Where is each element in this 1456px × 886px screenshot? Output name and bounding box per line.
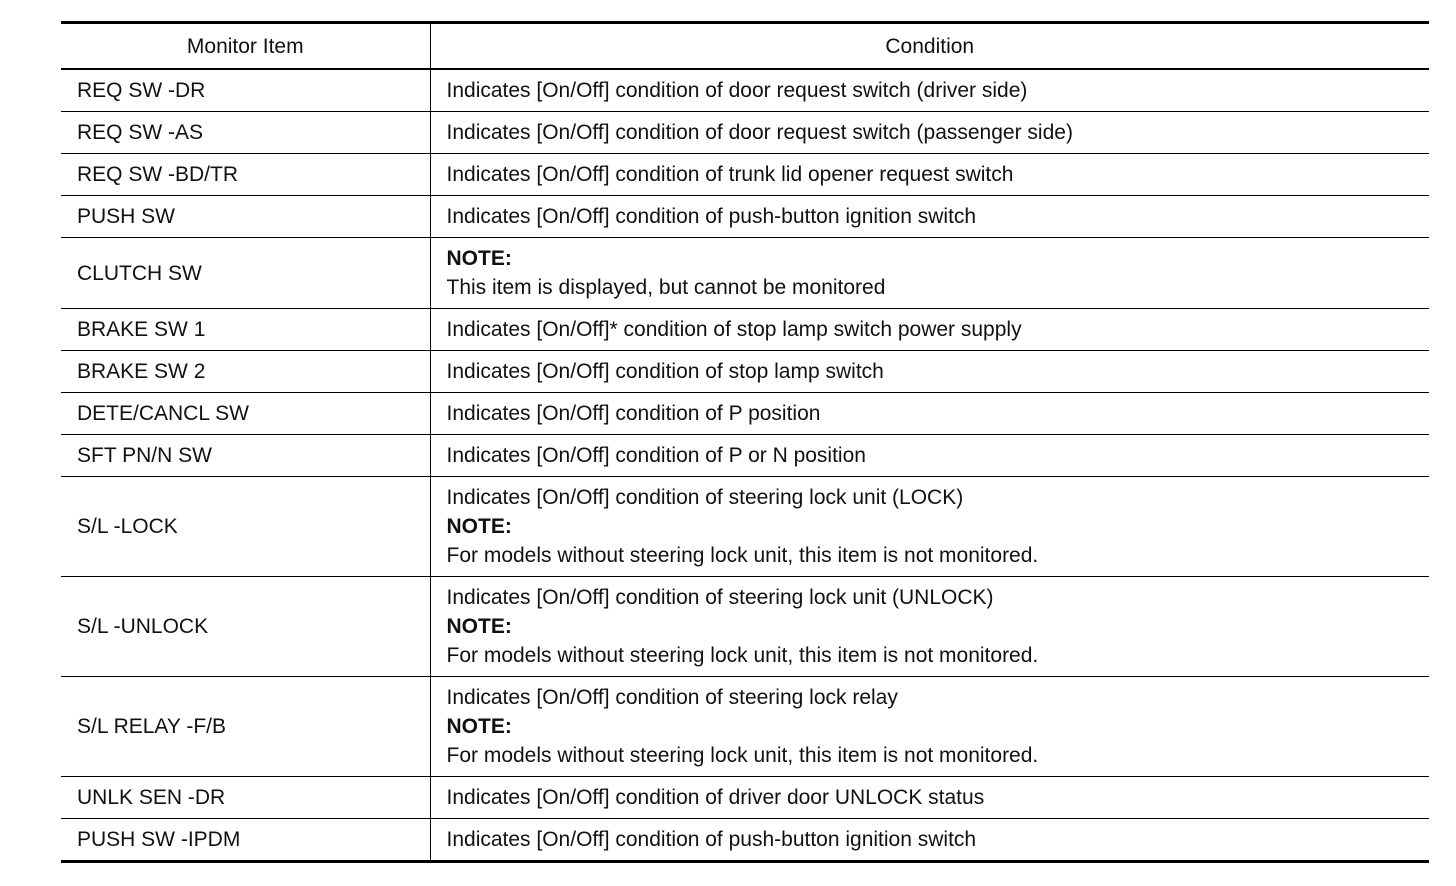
condition-text: Indicates [On/Off] condition of P position: [446, 402, 821, 425]
condition-text: Indicates [On/Off] condition of steering lock unit (UNLOCK): [446, 586, 994, 609]
table-row: [61, 677, 1429, 777]
condition-cell: [430, 154, 1429, 196]
table-row: [61, 577, 1429, 677]
table-row: [61, 777, 1429, 819]
table-row: [61, 196, 1429, 238]
table-row: [61, 351, 1429, 393]
condition-text: For models without steering lock unit, this item is not monitored.: [446, 644, 1039, 667]
table-row: [61, 393, 1429, 435]
condition-text: Indicates [On/Off] condition of push-button ignition switch: [446, 205, 977, 228]
table-row: [61, 238, 1429, 309]
condition-text: For models without steering lock unit, this item is not monitored.: [446, 544, 1039, 567]
note-label: NOTE:: [446, 515, 512, 538]
header-monitor-item: Monitor Item: [61, 23, 430, 70]
condition-cell: [430, 477, 1429, 577]
table-row: [61, 309, 1429, 351]
table-row: [61, 477, 1429, 577]
header-row: [61, 23, 1429, 70]
table-row: [61, 435, 1429, 477]
condition-text: Indicates [On/Off] condition of steering lock unit (LOCK): [446, 486, 964, 509]
monitor-item-table: [61, 21, 1429, 863]
monitor-item-cell: S/L -UNLOCK: [61, 577, 430, 677]
condition-text: This item is displayed, but cannot be monitored: [446, 276, 886, 299]
condition-cell: [430, 777, 1429, 819]
table-row: [61, 69, 1429, 112]
monitor-item-cell: PUSH SW: [61, 196, 430, 238]
monitor-item-cell: REQ SW -AS: [61, 112, 430, 154]
header-condition: Condition: [430, 23, 1429, 70]
condition-cell: [430, 112, 1429, 154]
condition-text: Indicates [On/Off] condition of push-button ignition switch: [446, 828, 977, 851]
condition-text: Indicates [On/Off] condition of steering lock relay: [446, 686, 898, 709]
condition-cell: [430, 819, 1429, 862]
monitor-item-cell: CLUTCH SW: [61, 238, 430, 309]
note-label: NOTE:: [446, 615, 512, 638]
condition-cell: [430, 351, 1429, 393]
monitor-item-cell: BRAKE SW 2: [61, 351, 430, 393]
monitor-item-cell: REQ SW -DR: [61, 69, 430, 112]
table-row: [61, 112, 1429, 154]
condition-cell: [430, 196, 1429, 238]
condition-text: Indicates [On/Off] condition of door request switch (driver side): [446, 79, 1028, 102]
condition-text: Indicates [On/Off] condition of stop lamp switch: [446, 360, 884, 383]
note-label: NOTE:: [446, 715, 512, 738]
condition-text: Indicates [On/Off] condition of P or N position: [446, 444, 866, 467]
condition-cell: [430, 577, 1429, 677]
table-row: [61, 154, 1429, 196]
monitor-item-cell: REQ SW -BD/TR: [61, 154, 430, 196]
condition-cell: [430, 393, 1429, 435]
condition-cell: [430, 677, 1429, 777]
condition-cell: [430, 238, 1429, 309]
monitor-item-cell: BRAKE SW 1: [61, 309, 430, 351]
monitor-item-cell: SFT PN/N SW: [61, 435, 430, 477]
condition-cell: [430, 309, 1429, 351]
condition-text: Indicates [On/Off] condition of trunk lid opener request switch: [446, 163, 1014, 186]
monitor-item-cell: PUSH SW -IPDM: [61, 819, 430, 862]
condition-text: Indicates [On/Off]* condition of stop lamp switch power supply: [446, 318, 1022, 341]
condition-text: Indicates [On/Off] condition of driver door UNLOCK status: [446, 786, 985, 809]
monitor-item-cell: S/L -LOCK: [61, 477, 430, 577]
condition-text: For models without steering lock unit, this item is not monitored.: [446, 744, 1039, 767]
condition-cell: [430, 435, 1429, 477]
monitor-item-cell: DETE/CANCL SW: [61, 393, 430, 435]
monitor-item-cell: S/L RELAY -F/B: [61, 677, 430, 777]
condition-cell: [430, 69, 1429, 112]
table-header: [61, 23, 1429, 70]
note-label: NOTE:: [446, 247, 512, 270]
condition-text: Indicates [On/Off] condition of door request switch (passenger side): [446, 121, 1073, 144]
monitor-item-cell: UNLK SEN -DR: [61, 777, 430, 819]
table-body: [61, 69, 1429, 862]
table-row: [61, 819, 1429, 862]
